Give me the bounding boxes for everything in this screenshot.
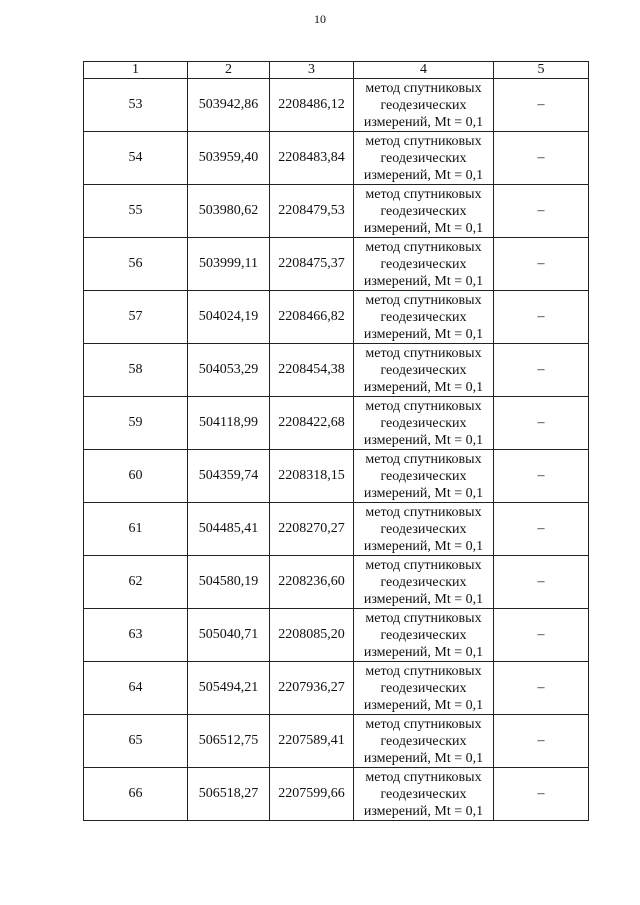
y-coordinate-cell: 2208270,27 [270, 503, 354, 556]
x-coordinate-cell: 504359,74 [188, 450, 270, 503]
table-row [84, 79, 589, 132]
method-cell [354, 768, 494, 821]
method-line: геодезических [380, 468, 467, 484]
method-line: измерений, Mt = 0,1 [363, 326, 484, 342]
method-cell [354, 79, 494, 132]
note-cell: – [494, 397, 589, 450]
x-coordinate-cell: 504118,99 [188, 397, 270, 450]
table-row [84, 503, 589, 556]
method-line: геодезических [380, 521, 467, 537]
method-line: метод спутниковых [365, 186, 482, 202]
y-coordinate-cell: 2208422,68 [270, 397, 354, 450]
method-cell [354, 238, 494, 291]
method-line: измерений, Mt = 0,1 [363, 803, 484, 819]
point-number-cell: 61 [84, 503, 188, 556]
method-cell [354, 662, 494, 715]
y-coordinate-cell: 2208483,84 [270, 132, 354, 185]
x-coordinate-cell: 504485,41 [188, 503, 270, 556]
y-coordinate-cell: 2208236,60 [270, 556, 354, 609]
x-coordinate-cell: 504580,19 [188, 556, 270, 609]
method-cell [354, 185, 494, 238]
method-line: измерений, Mt = 0,1 [363, 591, 484, 607]
note-cell: – [494, 291, 589, 344]
table-row [84, 768, 589, 821]
method-line: геодезических [380, 680, 467, 696]
note-cell: – [494, 450, 589, 503]
x-coordinate-cell: 503959,40 [188, 132, 270, 185]
table-row [84, 291, 589, 344]
method-line: измерений, Mt = 0,1 [363, 114, 484, 130]
note-cell: – [494, 503, 589, 556]
point-number-cell: 57 [84, 291, 188, 344]
method-line: метод спутниковых [365, 398, 482, 414]
method-line: геодезических [380, 362, 467, 378]
method-line: измерений, Mt = 0,1 [363, 644, 484, 660]
method-line: измерений, Mt = 0,1 [363, 485, 484, 501]
point-number-cell: 63 [84, 609, 188, 662]
table-row [84, 556, 589, 609]
y-coordinate-cell: 2208466,82 [270, 291, 354, 344]
column-header: 5 [494, 62, 589, 79]
x-coordinate-cell: 506518,27 [188, 768, 270, 821]
x-coordinate-cell: 503942,86 [188, 79, 270, 132]
note-cell: – [494, 79, 589, 132]
method-cell [354, 132, 494, 185]
y-coordinate-cell: 2208318,15 [270, 450, 354, 503]
point-number-cell: 62 [84, 556, 188, 609]
point-number-cell: 66 [84, 768, 188, 821]
note-cell: – [494, 238, 589, 291]
x-coordinate-cell: 503999,11 [188, 238, 270, 291]
method-line: метод спутниковых [365, 716, 482, 732]
page-number: 10 [314, 12, 326, 26]
method-line: метод спутниковых [365, 663, 482, 679]
table-row [84, 185, 589, 238]
point-number-cell: 59 [84, 397, 188, 450]
method-line: геодезических [380, 97, 467, 113]
method-line: метод спутниковых [365, 451, 482, 467]
method-line: геодезических [380, 309, 467, 325]
method-line: измерений, Mt = 0,1 [363, 220, 484, 236]
method-line: метод спутниковых [365, 610, 482, 626]
column-header: 1 [84, 62, 188, 79]
method-cell [354, 715, 494, 768]
method-line: геодезических [380, 733, 467, 749]
table-row [84, 450, 589, 503]
x-coordinate-cell: 504024,19 [188, 291, 270, 344]
coordinates-table [83, 61, 589, 821]
method-line: геодезических [380, 627, 467, 643]
table-row [84, 238, 589, 291]
note-cell: – [494, 556, 589, 609]
method-line: геодезических [380, 786, 467, 802]
column-header: 4 [354, 62, 494, 79]
x-coordinate-cell: 505494,21 [188, 662, 270, 715]
method-line: геодезических [380, 256, 467, 272]
method-line: измерений, Mt = 0,1 [363, 432, 484, 448]
method-line: геодезических [380, 415, 467, 431]
point-number-cell: 65 [84, 715, 188, 768]
method-line: метод спутниковых [365, 292, 482, 308]
point-number-cell: 56 [84, 238, 188, 291]
method-line: измерений, Mt = 0,1 [363, 379, 484, 395]
method-cell [354, 450, 494, 503]
y-coordinate-cell: 2208475,37 [270, 238, 354, 291]
table-row [84, 662, 589, 715]
note-cell: – [494, 344, 589, 397]
method-line: измерений, Mt = 0,1 [363, 273, 484, 289]
point-number-cell: 58 [84, 344, 188, 397]
table-row [84, 715, 589, 768]
method-line: геодезических [380, 150, 467, 166]
point-number-cell: 54 [84, 132, 188, 185]
method-line: метод спутниковых [365, 133, 482, 149]
y-coordinate-cell: 2207599,66 [270, 768, 354, 821]
y-coordinate-cell: 2208085,20 [270, 609, 354, 662]
method-cell [354, 503, 494, 556]
method-cell [354, 291, 494, 344]
table-row [84, 397, 589, 450]
note-cell: – [494, 609, 589, 662]
table-header-row [84, 62, 589, 79]
y-coordinate-cell: 2208454,38 [270, 344, 354, 397]
y-coordinate-cell: 2208486,12 [270, 79, 354, 132]
table-row [84, 344, 589, 397]
point-number-cell: 60 [84, 450, 188, 503]
x-coordinate-cell: 503980,62 [188, 185, 270, 238]
note-cell: – [494, 715, 589, 768]
point-number-cell: 55 [84, 185, 188, 238]
y-coordinate-cell: 2208479,53 [270, 185, 354, 238]
column-header: 3 [270, 62, 354, 79]
method-line: метод спутниковых [365, 769, 482, 785]
note-cell: – [494, 185, 589, 238]
y-coordinate-cell: 2207936,27 [270, 662, 354, 715]
method-cell [354, 556, 494, 609]
method-line: геодезических [380, 574, 467, 590]
method-cell [354, 344, 494, 397]
method-line: измерений, Mt = 0,1 [363, 167, 484, 183]
point-number-cell: 53 [84, 79, 188, 132]
method-line: метод спутниковых [365, 80, 482, 96]
table-body [84, 79, 589, 821]
y-coordinate-cell: 2207589,41 [270, 715, 354, 768]
method-line: измерений, Mt = 0,1 [363, 750, 484, 766]
x-coordinate-cell: 504053,29 [188, 344, 270, 397]
method-cell [354, 609, 494, 662]
point-number-cell: 64 [84, 662, 188, 715]
column-header: 2 [188, 62, 270, 79]
method-cell [354, 397, 494, 450]
x-coordinate-cell: 506512,75 [188, 715, 270, 768]
method-line: геодезических [380, 203, 467, 219]
method-line: метод спутниковых [365, 557, 482, 573]
method-line: метод спутниковых [365, 345, 482, 361]
method-line: метод спутниковых [365, 239, 482, 255]
method-line: измерений, Mt = 0,1 [363, 538, 484, 554]
note-cell: – [494, 768, 589, 821]
table-row [84, 609, 589, 662]
method-line: измерений, Mt = 0,1 [363, 697, 484, 713]
x-coordinate-cell: 505040,71 [188, 609, 270, 662]
method-line: метод спутниковых [365, 504, 482, 520]
note-cell: – [494, 132, 589, 185]
table-row [84, 132, 589, 185]
note-cell: – [494, 662, 589, 715]
